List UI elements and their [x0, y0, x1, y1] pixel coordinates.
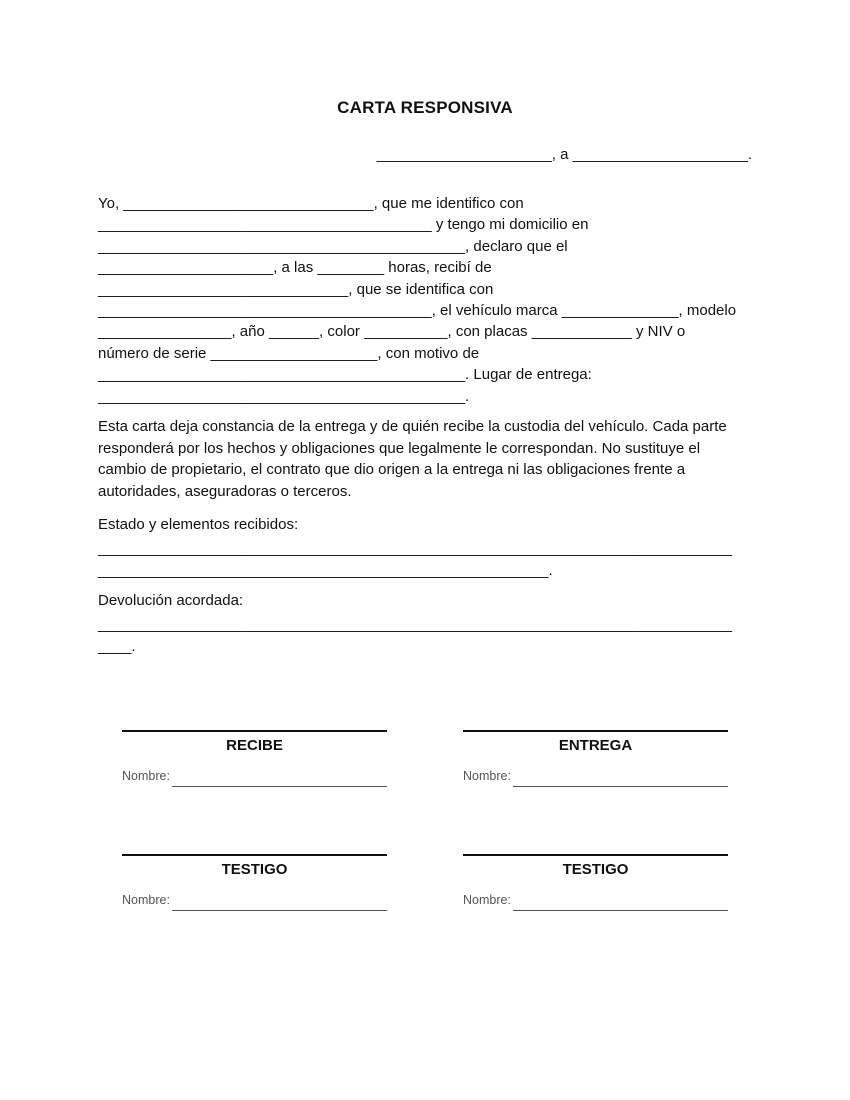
- declaration-line: Yo, ______________________________, que me identifico con: [98, 195, 524, 212]
- devolucion-section: [98, 590, 758, 657]
- disclaimer-paragraph: [98, 416, 748, 502]
- estado-blank-line: ____________________________________________________________________________: [98, 540, 733, 558]
- signature-name-row: [463, 892, 728, 908]
- declaration-line: ________________________________________, el vehículo marca ______________, modelo: [98, 302, 737, 320]
- signature-line: [122, 854, 387, 856]
- declaration-line: ________________, año ______, color __________, con placas ____________ y NIV o: [98, 323, 686, 341]
- signature-block-entrega: [463, 730, 728, 784]
- name-label: Nombre:: [463, 769, 511, 783]
- declaration-line: ____________________________________________, declaro que el: [98, 237, 568, 255]
- devolucion-label: Devolución acordada:: [98, 592, 244, 609]
- signature-block-testigo-2: [463, 854, 728, 908]
- declaration-line: ________________________________________ y tengo mi domicilio en: [98, 216, 589, 234]
- name-label: Nombre:: [122, 769, 170, 783]
- signature-line: [463, 730, 728, 732]
- signature-line: [463, 854, 728, 856]
- signature-role: TESTIGO: [221, 861, 288, 878]
- estado-blank-line: ______________________________________________________.: [98, 561, 553, 579]
- disclaimer-line: autoridades, aseguradoras o terceros.: [98, 482, 352, 500]
- name-label: Nombre:: [463, 893, 511, 907]
- declaration-line: ____________________________________________.: [98, 387, 470, 405]
- name-field-line: [513, 896, 728, 911]
- estado-section: [98, 514, 758, 581]
- name-field-line: [172, 772, 387, 787]
- signature-name-row: [463, 768, 728, 784]
- devolucion-blank-line: ____.: [98, 637, 136, 655]
- disclaimer-line: Esta carta deja constancia de la entrega y de quién recibe la custodia del vehículo. Cada parte: [98, 418, 727, 435]
- declaration-line: _____________________, a las ________ horas, recibí de: [98, 259, 492, 277]
- estado-label: Estado y elementos recibidos:: [98, 516, 299, 533]
- name-field-line: [513, 772, 728, 787]
- declaration-paragraph: [98, 193, 758, 407]
- place-date-line: _____________________, a _____________________.: [376, 146, 752, 163]
- signature-role: TESTIGO: [562, 861, 629, 878]
- declaration-line: número de serie ____________________, con motivo de: [98, 344, 480, 362]
- declaration-line: ____________________________________________. Lugar de entrega:: [98, 366, 592, 384]
- signature-role: ENTREGA: [558, 737, 633, 754]
- disclaimer-line: responderá por los hechos y obligaciones que legalmente le correspondan. No sustituye el: [98, 439, 701, 457]
- signature-block-recibe: [122, 730, 387, 784]
- signature-block-testigo-1: [122, 854, 387, 908]
- signature-name-row: [122, 892, 387, 908]
- disclaimer-line: cambio de propietario, el contrato que dio origen a la entrega ni las obligaciones frente a: [98, 461, 686, 479]
- signature-name-row: [122, 768, 387, 784]
- signature-role: RECIBE: [226, 737, 283, 754]
- signature-line: [122, 730, 387, 732]
- declaration-line: ______________________________, que se identifica con: [98, 280, 494, 298]
- name-field-line: [172, 896, 387, 911]
- document-title: CARTA RESPONSIVA: [337, 98, 513, 117]
- name-label: Nombre:: [122, 893, 170, 907]
- devolucion-blank-line: ____________________________________________________________________________: [98, 616, 733, 634]
